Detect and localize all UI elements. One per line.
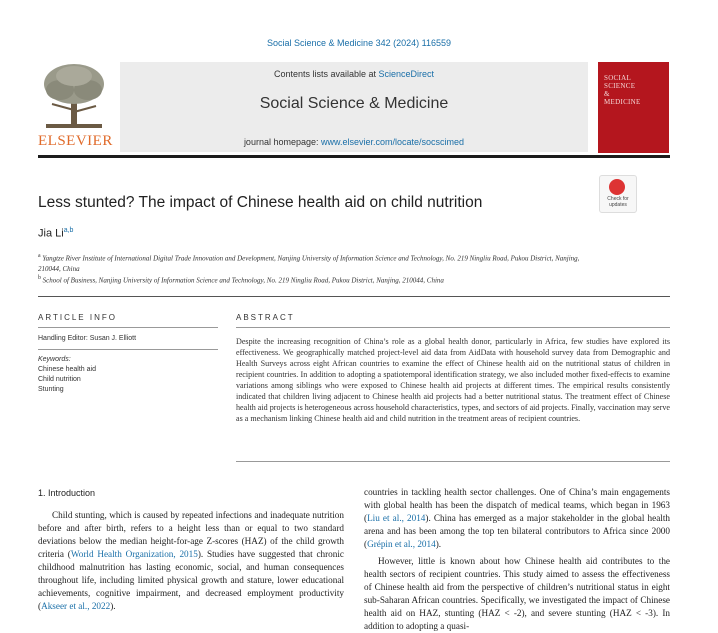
keyword-item: Stunting: [38, 386, 64, 393]
cover-line: &: [604, 90, 610, 98]
paper-title: Less stunted? The impact of Chinese health aid on child nutrition: [38, 194, 483, 211]
affiliation-text: Yangtze River Institute of International Digital Trade Innovation and Development, Nanjing University of Information Science and Technology, No. 219 Ningliu Road, Pukou District, Nanjing, 210044, China: [38, 254, 580, 274]
affiliation-a: [38, 251, 598, 275]
body-text: Child stunting, which is caused by repeated infections and inadequate nutrition before and after birth, refers to a height less than or equal to two standard deviations below the median height-for-age Z-scores (HAZ) of the child growth criteria (: [38, 510, 344, 559]
author-name[interactable]: [38, 227, 73, 240]
journal-cover-title: [604, 74, 666, 106]
article-info-heading: ARTICLE INFO: [38, 313, 117, 322]
article-info-rule: [38, 327, 218, 328]
keyword-item: Chinese health aid: [38, 366, 96, 373]
body-text: countries in tackling health sector challenges. One of China’s main engagements with global health has been the dispatch of medical teams, which began in 1963 (: [364, 487, 670, 523]
abstract-bottom-rule: [236, 461, 670, 462]
affiliation-sup: a: [38, 253, 41, 259]
keyword-item: Child nutrition: [38, 376, 81, 383]
elsevier-wordmark: ELSEVIER: [38, 133, 113, 149]
contents-prefix: Contents lists available at: [273, 69, 379, 79]
citation-link[interactable]: World Health Organization, 2015: [70, 549, 198, 559]
abstract-rule: [236, 327, 670, 328]
journal-title: Social Science & Medicine: [259, 95, 449, 112]
article-info-divider: [38, 349, 218, 350]
handling-editor: Handling Editor: Susan J. Elliott: [38, 335, 137, 342]
bookmark-icon: [609, 179, 625, 195]
cover-line: SOCIAL: [604, 74, 632, 82]
section-heading-introduction: 1. Introduction: [38, 488, 96, 498]
keywords-block: [38, 355, 218, 395]
affiliation-sup: b: [38, 275, 41, 281]
header-rule: [38, 155, 670, 158]
body-text: ).: [435, 539, 442, 549]
body-paragraph: However, little is known about how Chinese health aid contributes to the health sectors of recipient countries. This study aimed to assess the effectiveness of Chinese health aid from the perspective of children’s nutritional status in eight sub-Saharan African countries. Specifically, we investigated the impact of Chinese health aid on HAZ, stunting (HAZ < -2), and severe stunting (HAZ < -3). In addition to adopting a quasi-: [364, 556, 670, 631]
keywords-label: Keywords:: [38, 356, 71, 363]
body-text: ).: [110, 601, 116, 611]
abstract-heading: ABSTRACT: [236, 313, 295, 322]
check-for-updates-label: Check for updates: [607, 196, 629, 208]
citation-link[interactable]: Grépin et al., 2014: [367, 539, 436, 549]
citation-link[interactable]: Liu et al., 2014: [367, 513, 426, 523]
homepage-link[interactable]: www.elsevier.com/locate/socscimed: [321, 137, 465, 147]
body-text: ). China has emerged as a major stakeholder in the global health arena and has been among the top ten bilateral contributors to Africa since 2000 (: [364, 513, 670, 549]
body-text: ). Studies have suggested that chronic childhood malnutrition has lasting economic, social, and human consequences throughout life, including limited physical growth and stature, lower educational achievements, cognitive impairment, and decreased employment productivity (: [38, 549, 344, 611]
body-paragraph: [38, 509, 344, 613]
body-left-column: [38, 509, 344, 613]
body-paragraph: [364, 486, 670, 551]
cover-line: MEDICINE: [604, 98, 641, 106]
body-right-column: [364, 486, 670, 633]
author-name-text: Jia Li: [38, 227, 64, 240]
homepage-prefix: journal homepage:: [243, 137, 321, 147]
affiliation-text: School of Business, Nanjing University of Information Science and Technology, No. 219 Ningliu Road, Pukou District, Nanjing, 210044, China: [42, 276, 444, 285]
homepage-line: [120, 137, 588, 147]
abstract-text: Despite the increasing recognition of China’s role as a global health donor, particularly in Africa, few studies have explored its effectiveness. We geographically matched project-level aid data from AidData with household survey data from Demographic and Health Surveys across eight African countries to examine the effect of Chinese health aid on the nutritional status of children in recipient countries. In addition to adopting a spatiotemporal identification strategy, we also included mother fixed-effects to examine variations among siblings who were exposed to Chinese health aid projects at different times. The empirical results consistently indicated that children living adjacent to Chinese health aid projects had a better nutritional status. The treatment effect of Chinese health aid projects is heterogeneous across household characteristics, types, and sectors of aid projects. Finally, vaccination may serve as a mechanism linking Chinese health aid and child nutrition in the treatment areas of recipient countries.: [236, 337, 670, 423]
contents-line: [120, 69, 588, 79]
sciencedirect-link[interactable]: ScienceDirect: [378, 69, 435, 79]
title-rule: [38, 296, 670, 297]
journal-reference[interactable]: Social Science & Medicine 342 (2024) 116559: [267, 38, 451, 48]
affiliation-b: [38, 273, 598, 286]
cover-line: SCIENCE: [604, 82, 636, 90]
author-affiliation-sup[interactable]: a,b: [63, 227, 74, 234]
citation-link[interactable]: Akseer et al., 2022: [41, 601, 111, 611]
